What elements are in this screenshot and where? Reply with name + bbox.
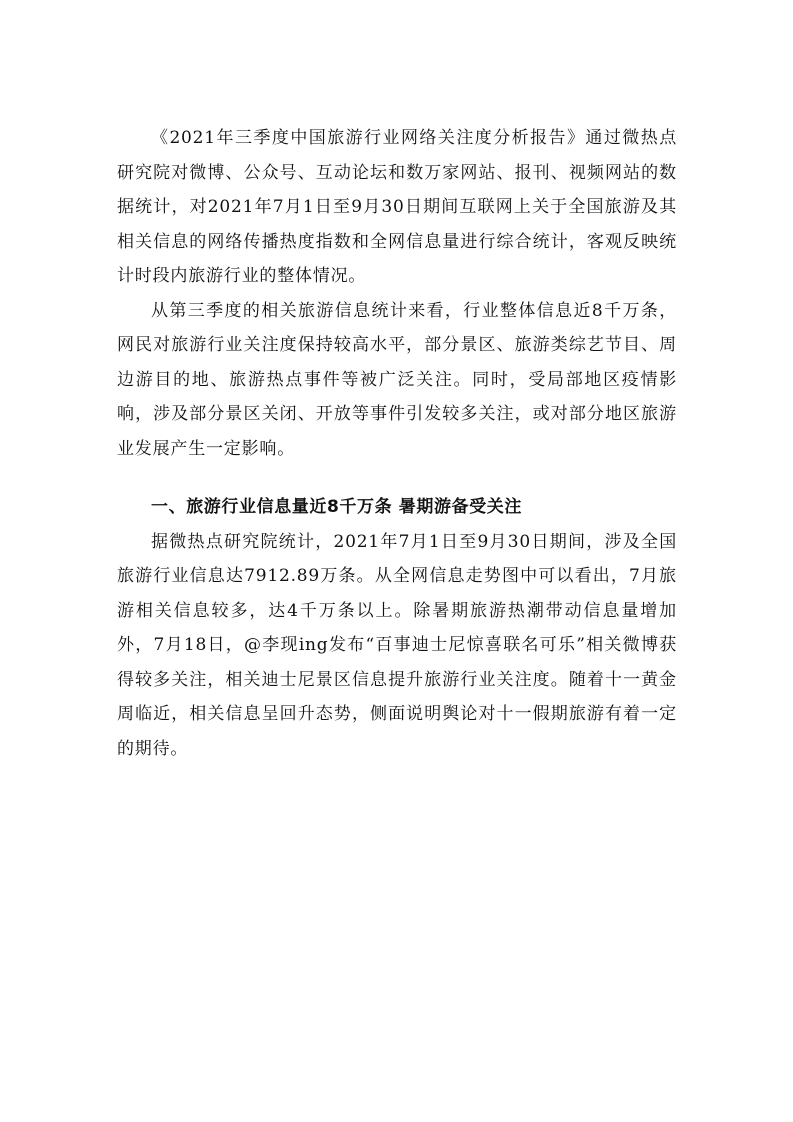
section-1-paragraph: 据微热点研究院统计，2021年7月1日至9月30日期间，涉及全国旅游行业信息达7912.89万条。从全网信息走势图中可以看出，7月旅游相关信息较多，达4千万条以上。除暑期旅游热潮带动信息量增加外，7月18日，@李现ing发布“百事迪士尼惊喜联名可乐”相关微博获得较多关注，相关迪士尼景区信息提升旅游行业关注度。随着十一黄金周临近，相关信息呈回升态势，侧面说明舆论对十一假期旅游有着一定的期待。	[117, 531, 677, 759]
section-heading-1: 一、旅游行业信息量近8千万条 暑期游备受关注	[151, 497, 522, 517]
intro-paragraph-q3-summary: 从第三季度的相关旅游信息统计来看，行业整体信息近8千万条，网民对旅游行业关注度保持较高水平，部分景区、旅游类综艺节目、周边游目的地、旅游热点事件等被广泛关注。同时，受局部地区疫情影响，涉及部分景区关闭、开放等事件引发较多关注，或对部分地区旅游业发展产生一定影响。	[117, 300, 677, 459]
document-body	[117, 121, 677, 766]
intro-paragraph-report: 《2021年三季度中国旅游行业网络关注度分析报告》通过微热点研究院对微博、公众号、互动论坛和数万家网站、报刊、视频网站的数据统计，对2021年7月1日至9月30日期间互联网上关于全国旅游及其相关信息的网络传播热度指数和全网信息量进行综合统计，客观反映统计时段内旅游行业的整体情况。	[117, 128, 677, 286]
